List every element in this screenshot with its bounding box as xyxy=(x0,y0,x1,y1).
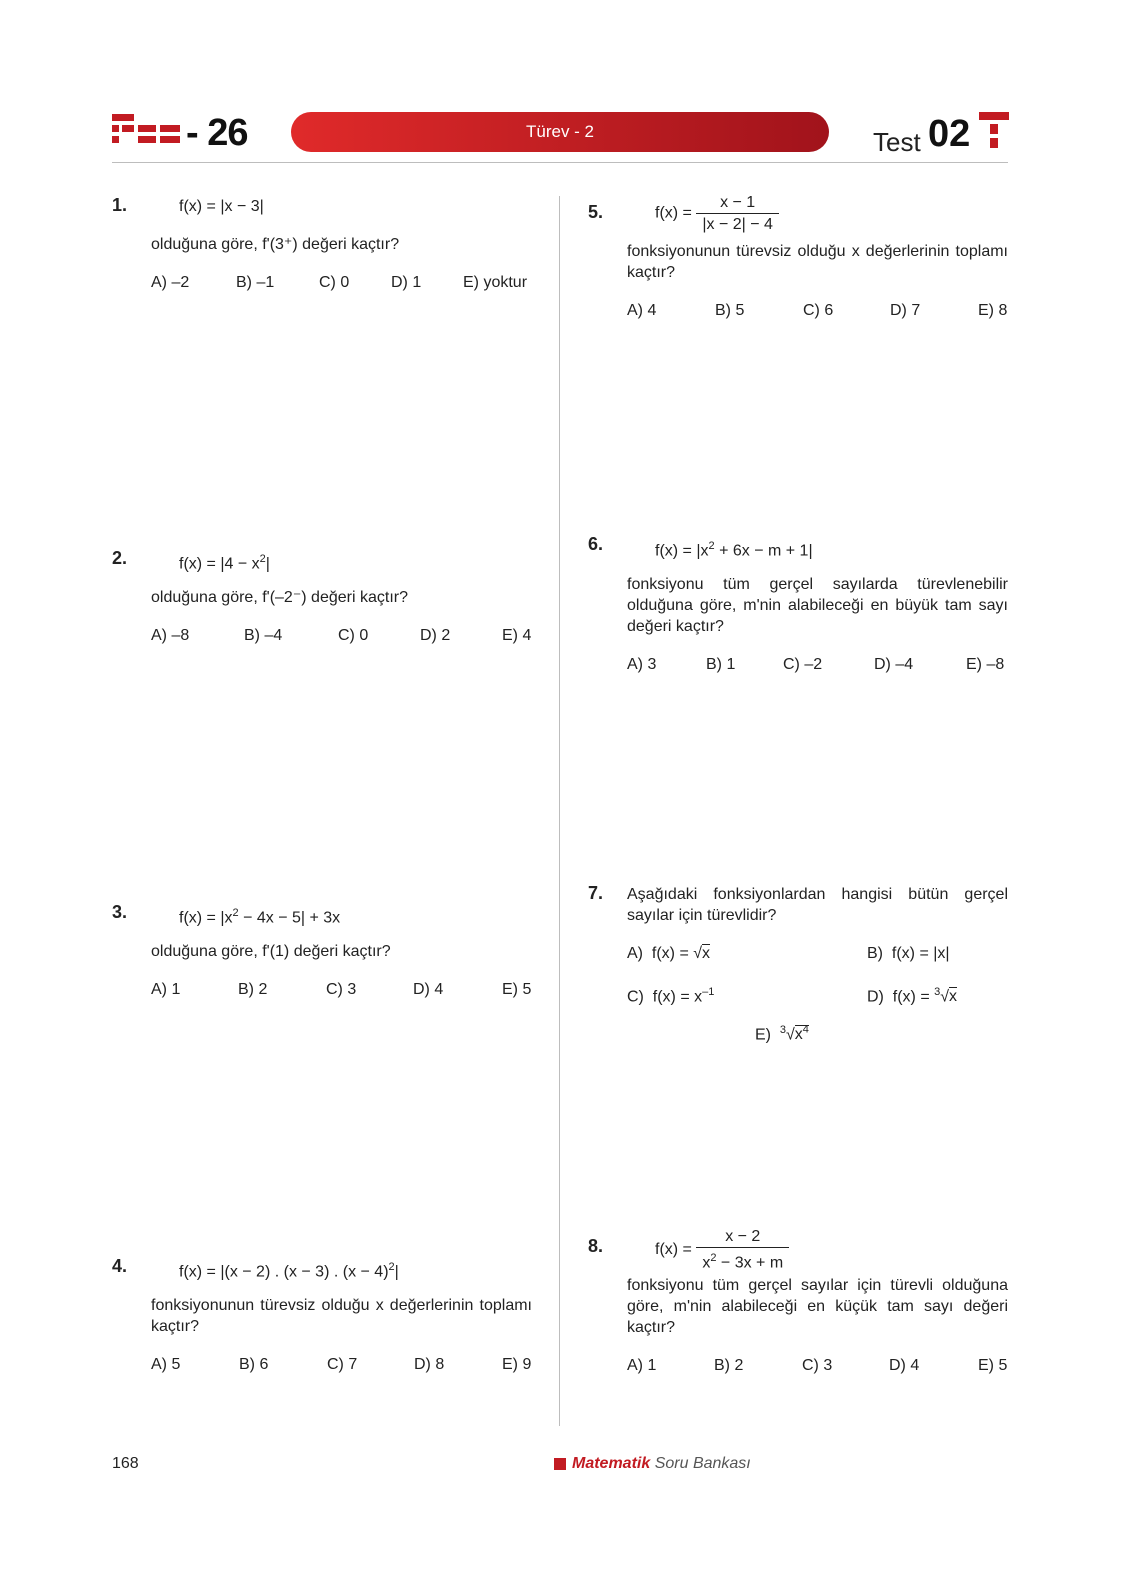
q3-option-a[interactable]: A) 1 xyxy=(151,981,181,998)
faz-logo xyxy=(112,110,182,152)
q5-fraction: $\frac{x - 1}{|x - 2| - 4}$ xyxy=(696,192,779,235)
question-number-2: 2. xyxy=(112,548,128,568)
q5-option-e[interactable]: E) 8 xyxy=(978,302,1008,319)
q1-option-e[interactable]: E) yoktur xyxy=(463,274,528,291)
q7-option-a[interactable]: A) f(x) = √x xyxy=(627,945,711,962)
q2-option-c[interactable]: C) 0 xyxy=(338,627,369,644)
q4-option-d[interactable]: D) 8 xyxy=(414,1356,445,1373)
q6-option-d[interactable]: D) –4 xyxy=(874,656,914,673)
q5-option-b[interactable]: B) 5 xyxy=(715,302,745,319)
q7-option-d[interactable]: D) f(x) = $^3$√x xyxy=(867,986,958,1006)
q4-option-a[interactable]: A) 5 xyxy=(151,1356,181,1373)
question-4-formula: f(x) = |(x − 2) . (x − 3) . $(x - 4)^2|$ xyxy=(179,1261,399,1281)
question-number-6: 6. xyxy=(588,534,604,554)
question-2-formula: $f(x) = |4 - x^2|$ xyxy=(179,553,270,573)
question-number-8: 8. xyxy=(588,1236,604,1256)
question-5-stem: fonksiyonunun türevsiz olduğu x değerlerinin toplamı kaçtır? xyxy=(627,243,1008,281)
footer-brand: Matematik Soru Bankası xyxy=(572,1455,751,1472)
q4-option-c[interactable]: C) 7 xyxy=(327,1356,358,1373)
q3-option-b[interactable]: B) 2 xyxy=(238,981,268,998)
question-7-stem: Aşağıdaki fonksiyonlardan hangisi bütün gerçel sayılar için türevlidir? xyxy=(627,886,1008,924)
q8-option-c[interactable]: C) 3 xyxy=(802,1357,833,1374)
q3-option-d[interactable]: D) 4 xyxy=(413,981,444,998)
q5-option-d[interactable]: D) 7 xyxy=(890,302,921,319)
question-number-7: 7. xyxy=(588,883,604,903)
q1-option-d[interactable]: D) 1 xyxy=(391,274,422,291)
q6-option-b[interactable]: B) 1 xyxy=(706,656,736,673)
question-number-4: 4. xyxy=(112,1256,128,1276)
question-number-5: 5. xyxy=(588,202,604,222)
q7-option-b[interactable]: B) f(x) = |x| xyxy=(867,945,950,962)
q2-option-e[interactable]: E) 4 xyxy=(502,627,532,644)
question-6-stem: fonksiyonu tüm gerçel sayılarda türevlenebilir olduğuna göre, m'nin alabileceği en büyük tam sayı değeri kaçtır? xyxy=(627,576,1008,635)
q8-option-d[interactable]: D) 4 xyxy=(889,1357,920,1374)
topic-banner xyxy=(291,112,829,152)
q6-option-c[interactable]: C) –2 xyxy=(783,656,823,673)
unit-code: - 26 xyxy=(186,112,248,154)
question-8-stem: fonksiyonu tüm gerçel sayılar için türevli olduğuna göre, m'nin alabileceği en küçük tam sayı değeri kaçtır? xyxy=(627,1277,1008,1336)
q6-option-a[interactable]: A) 3 xyxy=(627,656,657,673)
question-4-stem: fonksiyonunun türevsiz olduğu x değerlerinin toplamı kaçtır? xyxy=(151,1297,532,1335)
question-8-formula: f(x) = $\frac{x - 2}{x^2 - 3x + m}$ xyxy=(655,1226,789,1273)
q1-option-c[interactable]: C) 0 xyxy=(319,274,350,291)
q6-option-e[interactable]: E) –8 xyxy=(966,656,1005,673)
question-1-formula: f(x) = |x − 3| xyxy=(179,198,264,215)
question-1-stem: olduğuna göre, f'(3⁺) değeri kaçtır? xyxy=(151,236,400,253)
q3-option-c[interactable]: C) 3 xyxy=(326,981,357,998)
q2-option-a[interactable]: A) –8 xyxy=(151,627,190,644)
test-number: 02 xyxy=(928,113,971,155)
q1-option-a[interactable]: A) –2 xyxy=(151,274,190,291)
question-3-formula: $f(x) = |x^2 - 4x - 5| + 3x$ xyxy=(179,907,341,927)
page-number: 168 xyxy=(112,1455,139,1472)
column-divider xyxy=(559,196,560,1426)
question-2-stem: olduğuna göre, f'(–2⁻) değeri kaçtır? xyxy=(151,589,408,606)
q5-option-c[interactable]: C) 6 xyxy=(803,302,834,319)
cbrt-icon: √ xyxy=(786,1026,795,1044)
question-number-1: 1. xyxy=(112,195,128,215)
question-number-3: 3. xyxy=(112,902,128,922)
test-label: Test xyxy=(873,127,921,157)
header-rule xyxy=(112,162,1008,163)
q4-option-e[interactable]: E) 9 xyxy=(502,1356,532,1373)
q8-option-b[interactable]: B) 2 xyxy=(714,1357,744,1374)
sqrt-icon: √ xyxy=(693,945,703,962)
question-3-stem: olduğuna göre, f'(1) değeri kaçtır? xyxy=(151,943,391,960)
q7-option-c[interactable]: C) $f(x) = x^{-1}$ xyxy=(627,986,715,1006)
question-5-formula: f(x) = $\frac{x - 1}{|x - 2| - 4}$ xyxy=(655,192,779,235)
footer-square-icon xyxy=(554,1458,566,1470)
q1-option-b[interactable]: B) –1 xyxy=(236,274,275,291)
q3-option-e[interactable]: E) 5 xyxy=(502,981,532,998)
q2-option-d[interactable]: D) 2 xyxy=(420,627,451,644)
q5-option-a[interactable]: A) 4 xyxy=(627,302,657,319)
q2-option-b[interactable]: B) –4 xyxy=(244,627,283,644)
test-logo-icon xyxy=(979,112,1009,152)
q4-option-b[interactable]: B) 6 xyxy=(239,1356,269,1373)
q8-fraction: $\frac{x - 2}{x^2 - 3x + m}$ xyxy=(696,1226,789,1273)
faz-logo-icon xyxy=(112,110,182,152)
question-6-formula: $f(x) = |x^2 + 6x - m + 1|$ xyxy=(655,540,813,560)
q8-option-e[interactable]: E) 5 xyxy=(978,1357,1008,1374)
q8-option-a[interactable]: A) 1 xyxy=(627,1357,657,1374)
cbrt-icon: √ xyxy=(940,988,950,1006)
q7-option-e[interactable]: E) $^3√x^4$ xyxy=(755,1024,809,1044)
topic-title: Türev - 2 xyxy=(525,122,595,141)
